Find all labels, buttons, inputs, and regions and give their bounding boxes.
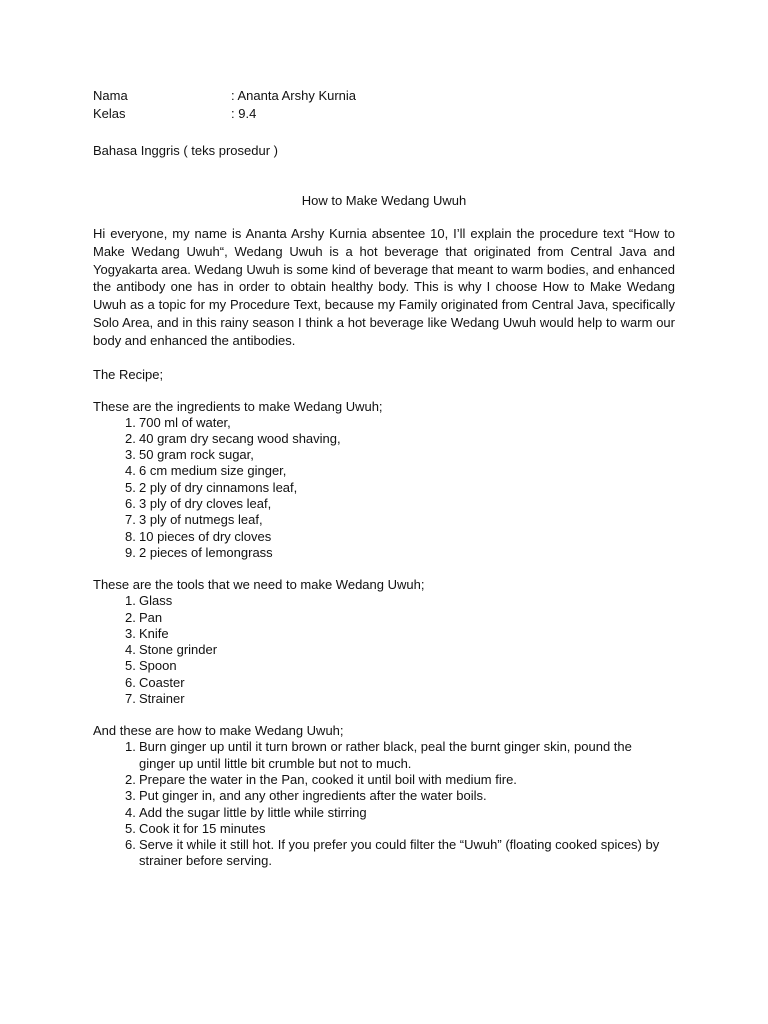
list-item (93, 626, 675, 642)
subject-line: Bahasa Inggris ( teks prosedur ) (93, 143, 278, 158)
list-item (93, 529, 675, 545)
ingredients-list (93, 415, 675, 562)
class-row (93, 105, 675, 123)
list-item (93, 805, 675, 821)
list-item-text: 10 pieces of dry cloves (139, 528, 272, 544)
list-item-text: Prepare the water in the Pan, cooked it until boil with medium fire. (139, 771, 517, 787)
list-item-text: 3 ply of nutmegs leaf, (139, 512, 263, 528)
list-number: 2. (125, 430, 136, 446)
list-item (93, 415, 675, 431)
list-number: 8. (125, 528, 136, 544)
list-number: 6. (125, 496, 136, 512)
list-number: 3. (125, 625, 136, 641)
list-item (93, 447, 675, 463)
list-item-text: 3 ply of dry cloves leaf, (139, 496, 272, 512)
list-item (93, 788, 675, 804)
document-title: How to Make Wedang Uwuh (301, 193, 467, 208)
list-item (93, 512, 675, 528)
list-item (93, 642, 675, 658)
list-item (93, 610, 675, 626)
list-item (93, 463, 675, 479)
list-item (93, 480, 675, 496)
list-number: 1. (125, 414, 136, 430)
class-label: Kelas (93, 106, 126, 121)
list-number: 7. (125, 512, 136, 528)
list-item (93, 658, 675, 674)
list-item-text: 700 ml of water, (139, 414, 231, 430)
list-item-text: Spoon (139, 658, 177, 674)
list-item (93, 545, 675, 561)
list-number: 1. (125, 593, 136, 609)
list-item (93, 675, 675, 691)
name-value: : Ananta Arshy Kurnia (231, 88, 357, 103)
list-number: 5. (125, 658, 136, 674)
list-item-text: Pan (139, 609, 163, 625)
tools-heading: These are the tools that we need to make Wedang Uwuh; (93, 577, 425, 593)
list-number: 4. (125, 642, 136, 658)
list-item (93, 739, 675, 772)
list-number: 6. (125, 674, 136, 690)
list-item-text: Strainer (139, 691, 185, 707)
name-row (93, 87, 675, 105)
list-item-text: Put ginger in, and any other ingredients after the water boils. (139, 788, 487, 804)
list-number: 5. (125, 820, 136, 836)
tools-list (93, 593, 675, 707)
list-number: 9. (125, 544, 136, 560)
list-item-text: Cook it for 15 minutes (139, 820, 266, 836)
list-item-text: Knife (139, 625, 169, 641)
list-item (93, 496, 675, 512)
list-item (93, 593, 675, 609)
class-value: : 9.4 (231, 106, 257, 121)
list-number: 2. (125, 771, 136, 787)
list-item-text: Stone grinder (139, 642, 218, 658)
recipe-label: The Recipe; (93, 366, 164, 382)
list-item (93, 691, 675, 707)
name-label: Nama (93, 88, 128, 103)
list-item-text: Glass (139, 593, 173, 609)
list-number: 4. (125, 804, 136, 820)
list-item-text: 2 ply of dry cinnamons leaf, (139, 479, 298, 495)
list-number: 3. (125, 447, 136, 463)
list-number: 5. (125, 479, 136, 495)
list-item (93, 431, 675, 447)
list-item-text: 2 pieces of lemongrass (139, 544, 273, 560)
list-item-text: Burn ginger up until it turn brown or rather black, peal the burnt ginger skin, pound the ginger up until little bit crumble but not to much. (139, 739, 632, 771)
list-item-text: Add the sugar little by little while stirring (139, 804, 367, 820)
ingredients-heading: These are the ingredients to make Wedang Uwuh; (93, 398, 383, 414)
list-item (93, 772, 675, 788)
list-item-text: 50 gram rock sugar, (139, 447, 254, 463)
list-item (93, 821, 675, 837)
steps-list (93, 739, 675, 869)
steps-heading: And these are how to make Wedang Uwuh; (93, 723, 344, 739)
list-item-text: Serve it while it still hot. If you prefer you could filter the “Uwuh” (floating cooked spices) by strainer before serving. (139, 837, 660, 869)
list-number: 4. (125, 463, 136, 479)
list-number: 6. (125, 837, 136, 853)
intro-paragraph: Hi everyone, my name is Ananta Arshy Kurnia absentee 10, I’ll explain the procedure text “How to Make Wedang Uwuh“, Wedang Uwuh is a hot beverage that originated from Central Java and Yogyakarta area. Wedang Uwuh is some kind of beverage that meant to warm bodies, and enhanced the antibody one has in order to obtain healthy body. This is why I choose How to Make Wedang Uwuh as a topic for my Procedure Text, because my Family originated from Central Java, specifically Solo Area, and in this rainy season I think a hot beverage like Wedang Uwuh would help to warm our body and enhanced the antibodies. (93, 226, 675, 348)
list-number: 1. (125, 739, 136, 755)
list-item-text: 6 cm medium size ginger, (139, 463, 287, 479)
list-item-text: Coaster (139, 674, 185, 690)
list-number: 3. (125, 788, 136, 804)
list-number: 2. (125, 609, 136, 625)
list-item-text: 40 gram dry secang wood shaving, (139, 430, 341, 446)
list-number: 7. (125, 691, 136, 707)
list-item (93, 837, 675, 870)
